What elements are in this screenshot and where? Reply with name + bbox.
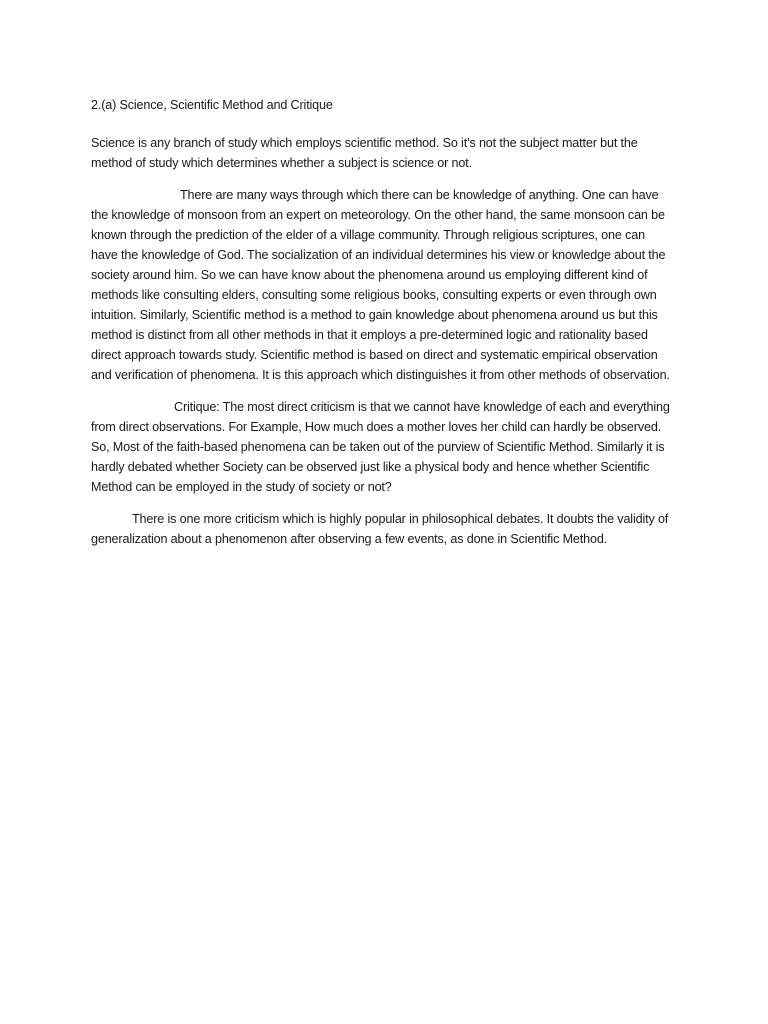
section-heading: 2.(a) Science, Scientific Method and Critique	[91, 98, 333, 112]
paragraph-science-definition: Science is any branch of study which employs scientific method. So it’s not the subject matter but the method of study which determines whether a subject is science or not.	[91, 136, 638, 170]
document-body	[91, 95, 673, 549]
paragraph-ways-of-knowledge: There are many ways through which there can be knowledge of anything. One can have the knowledge of monsoon from an expert on meteorology. On the other hand, the same monsoon can be known through the prediction of the elder of a village community. Through religious scriptures, one can have the knowledge of God. The socialization of an individual determines his view or knowledge about the society around him. So we can have know about the phenomena around us employing different kind of methods like consulting elders, consulting some religious books, consulting experts or even through own intuition. Similarly, Scientific method is a method to gain knowledge about phenomena around us but this method is distinct from all other methods in that it employs a pre-determined logic and rationality based direct approach towards study. Scientific method is based on direct and systematic empirical observation and verification of phenomena. It is this approach which distinguishes it from other methods of observation.	[91, 188, 670, 382]
paragraph-generalization-criticism: There is one more criticism which is highly popular in philosophical debates. It doubts the validity of generalization about a phenomenon after observing a few events, as done in Scientific Method.	[91, 512, 669, 546]
paragraph-critique: Critique: The most direct criticism is that we cannot have knowledge of each and everything from direct observations. For Example, How much does a mother loves her child can hardly be observed. So, Most of the faith-based phenomena can be taken out of the purview of Scientific Method. Similarly it is hardly debated whether Society can be observed just like a physical body and hence whether Scientific Method can be employed in the study of society or not?	[91, 400, 670, 494]
